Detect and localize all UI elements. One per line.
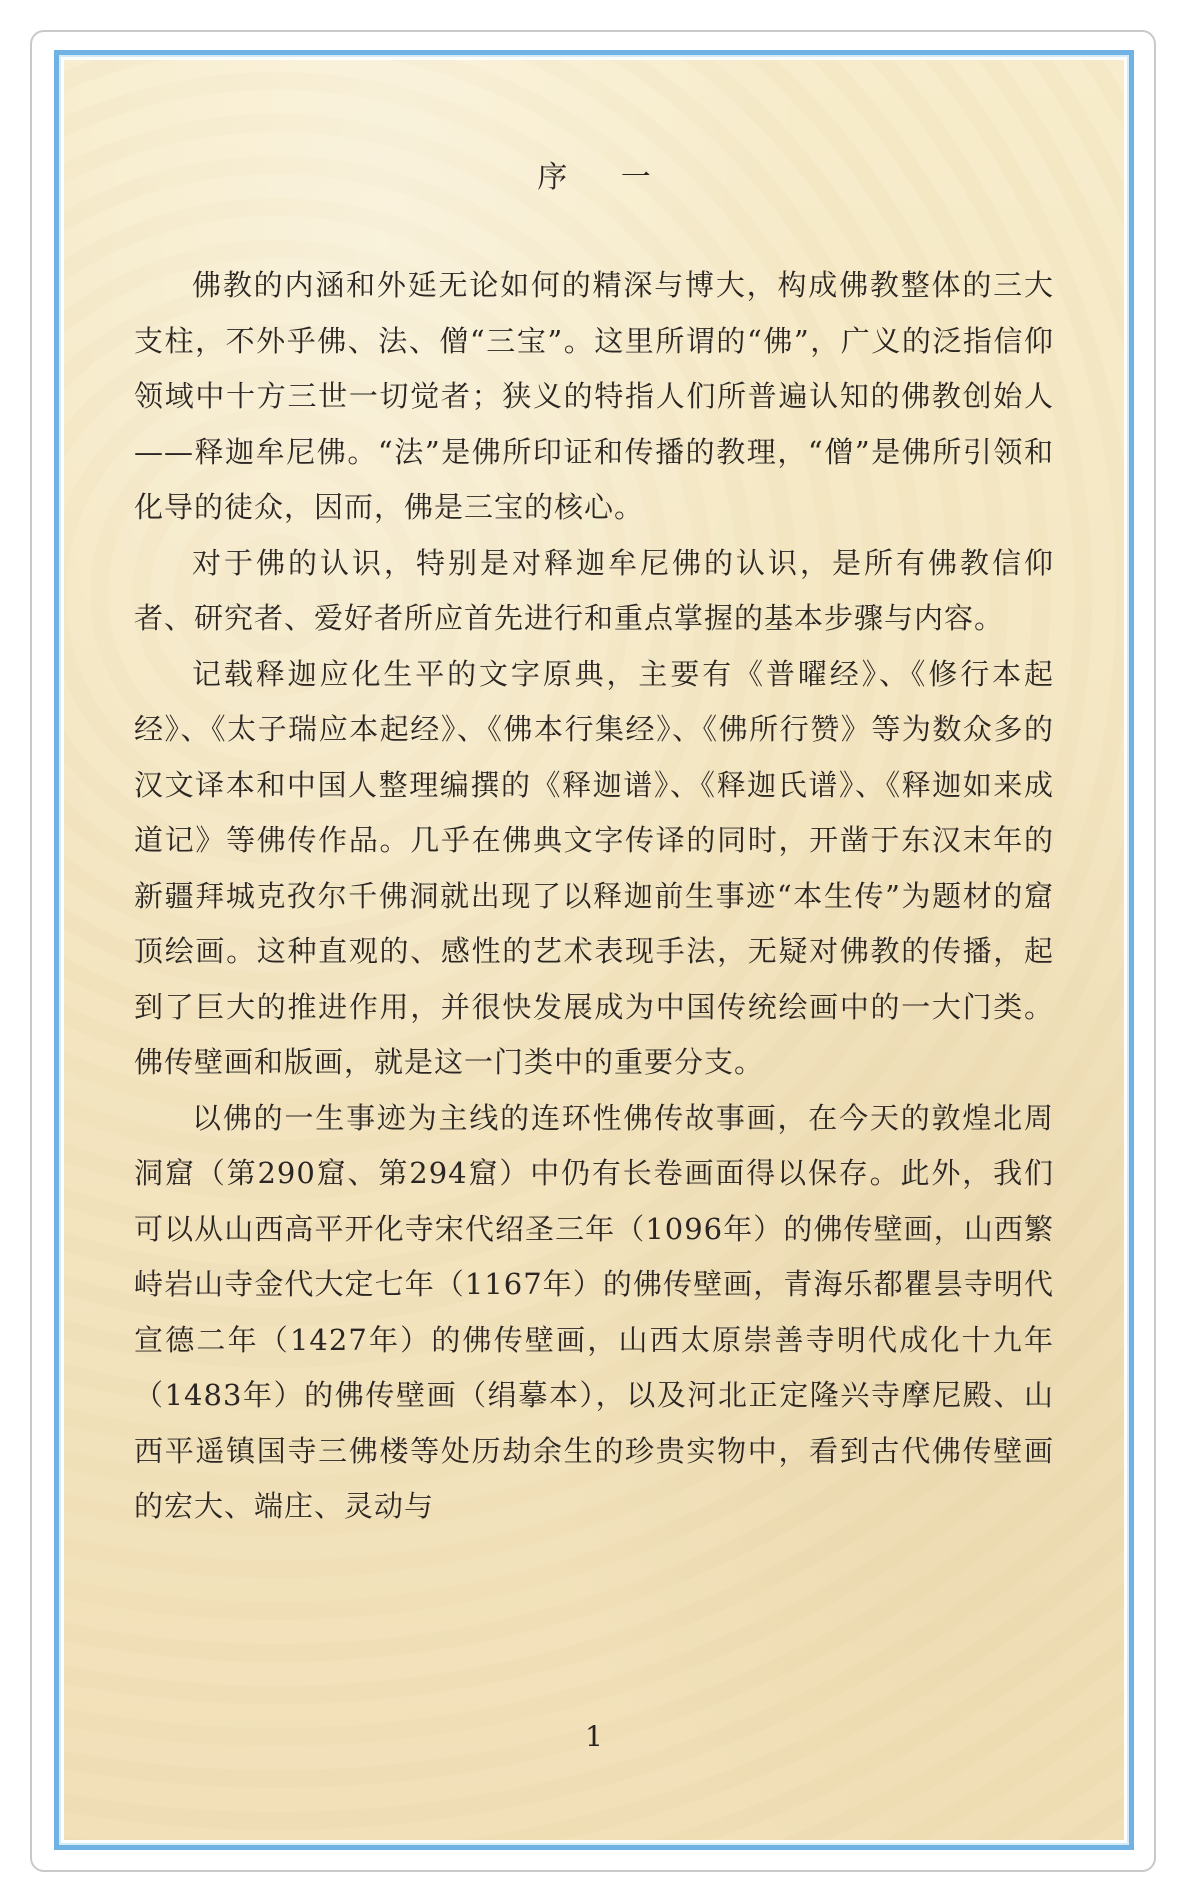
paragraph-4: 以佛的一生事迹为主线的连环性佛传故事画，在今天的敦煌北周洞窟（第290窟、第294窟）中仍有长卷画面得以保存。此外，我们可以从山西高平开化寺宋代绍圣三年（1096年）的佛传壁画，山西繁峙岩山寺金代大定七年（1167年）的佛传壁画，青海乐都瞿昙寺明代宣德二年（1427年）的佛传壁画，山西太原崇善寺明代成化十九年（1483年）的佛传壁画（绢摹本），以及河北正定隆兴寺摩尼殿、山西平遥镇国寺三佛楼等处历劫余生的珍贵实物中，看到古代佛传壁画的宏大、端庄、灵动与 xyxy=(134,1100,1054,1523)
page-number: 1 xyxy=(585,1720,603,1753)
body-text xyxy=(134,258,1054,1535)
paragraph-1: 佛教的内涵和外延无论如何的精深与博大，构成佛教整体的三大支柱，不外乎佛、法、僧“三宝”。这里所谓的“佛”，广义的泛指信仰领域中十方三世一切觉者；狭义的特指人们所普遍认知的佛教创始人——释迦牟尼佛。“法”是佛所印证和传播的教理，“僧”是佛所引领和化导的徒众，因而，佛是三宝的核心。 xyxy=(134,268,1054,524)
book-page xyxy=(64,60,1124,1840)
paragraph-2: 对于佛的认识，特别是对释迦牟尼佛的认识，是所有佛教信仰者、研究者、爱好者所应首先进行和重点掌握的基本步骤与内容。 xyxy=(134,545,1054,635)
paragraph-3: 记载释迦应化生平的文字原典，主要有《普曜经》、《修行本起经》、《太子瑞应本起经》、《佛本行集经》、《佛所行赞》等为数众多的汉文译本和中国人整理编撰的《释迦谱》、《释迦氏谱》、《释迦如来成道记》等佛传作品。几乎在佛典文字传译的同时，开凿于东汉末年的新疆拜城克孜尔千佛洞就出现了以释迦前生事迹“本生传”为题材的窟顶绘画。这种直观的、感性的艺术表现手法，无疑对佛教的传播，起到了巨大的推进作用，并很快发展成为中国传统绘画中的一大门类。佛传壁画和版画，就是这一门类中的重要分支。 xyxy=(134,656,1054,1079)
page-title: 序 一 xyxy=(537,160,673,195)
